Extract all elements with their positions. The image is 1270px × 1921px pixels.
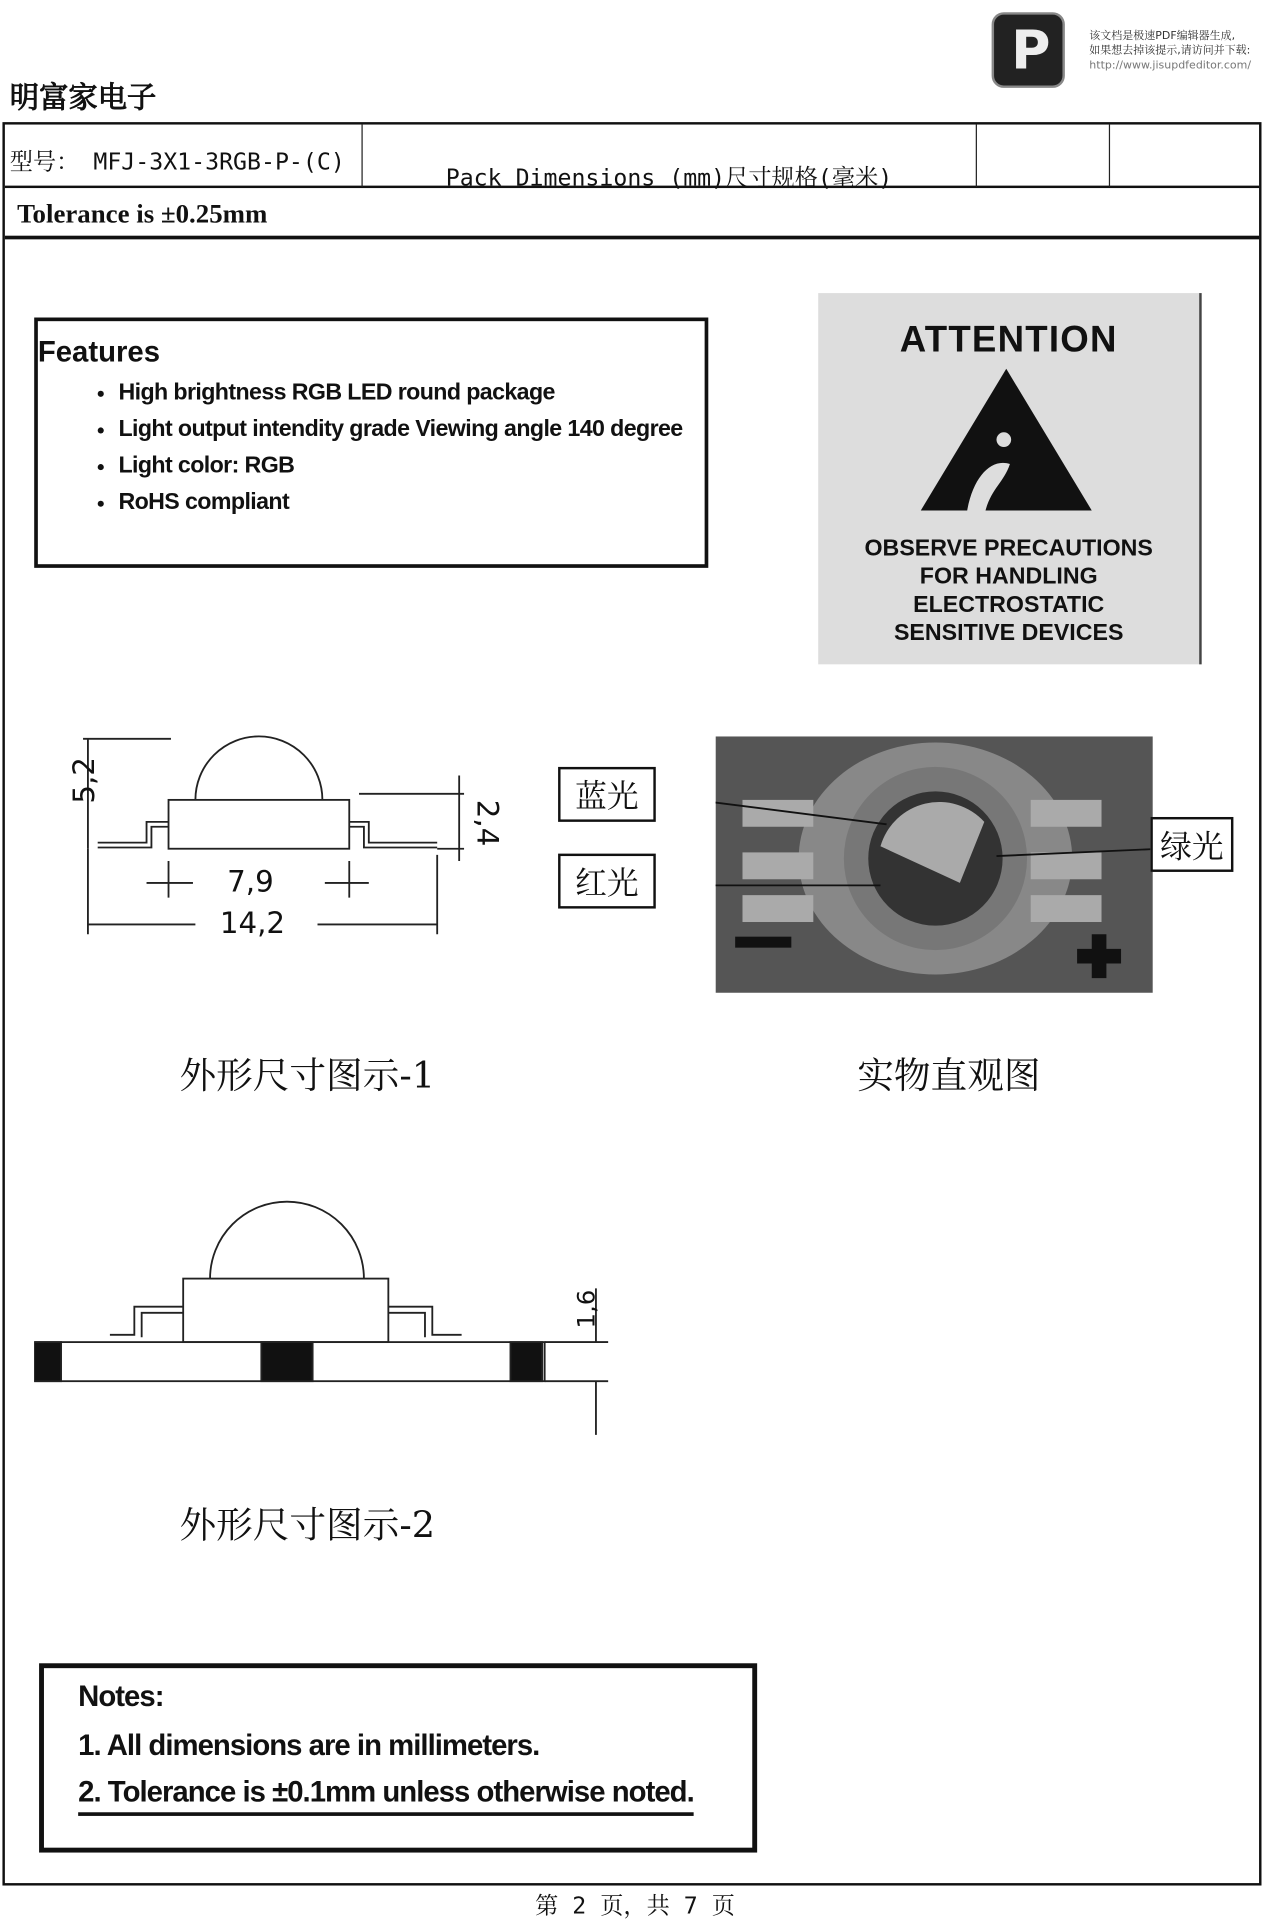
notes-box	[39, 1663, 757, 1852]
label-blue-light: 蓝光	[558, 767, 656, 822]
feature-item: • Light color: RGB	[118, 448, 682, 485]
note-item: 2. Tolerance is ±0.1mm unless otherwise noted.	[78, 1776, 694, 1816]
dim-height: 5,2	[67, 757, 102, 804]
caption-diagram-1: 外形尺寸图示-1	[179, 1055, 436, 1098]
attention-line: SENSITIVE DEVICES	[893, 620, 1124, 647]
dimension-diagram-2	[34, 1191, 620, 1447]
dim-base-height: 1,6	[571, 1289, 601, 1329]
attention-title: ATTENTION	[899, 319, 1118, 361]
model-number: 型号： MFJ-3X1-3RGB-P-(C)	[9, 148, 345, 176]
dim-body-height: 2,4	[470, 799, 505, 847]
minus-sign-icon	[735, 937, 791, 948]
tolerance-text: Tolerance is ±0.25mm	[17, 197, 268, 229]
header-title: Pack Dimensions (mm)尺寸规格(毫米)	[445, 164, 893, 192]
divider	[976, 125, 977, 187]
attention-line: FOR HANDLING	[919, 564, 1098, 590]
attention-line: OBSERVE PRECAUTIONS	[864, 536, 1153, 562]
dim-total-width: 14,2	[219, 906, 286, 941]
page-footer: 第 2 页，共 7 页	[535, 1892, 735, 1920]
attention-line: ELECTROSTATIC	[913, 592, 1105, 618]
divider	[5, 236, 1259, 240]
esd-attention-label	[818, 293, 1201, 664]
watermark-url[interactable]: http://www.jisupdfeditor.com/	[1089, 59, 1252, 73]
notes-title: Notes:	[78, 1680, 164, 1714]
feature-item: • Light output intendity grade Viewing angle 140 degree	[118, 412, 682, 449]
esd-warning-icon	[918, 366, 1095, 513]
divider	[361, 125, 362, 187]
led-photo	[716, 736, 1153, 992]
features-title: Features	[37, 335, 161, 369]
feature-item: • High brightness RGB LED round package	[118, 375, 682, 412]
label-green-light: 绿光	[1150, 817, 1233, 872]
company-name: 明富家电子	[9, 80, 157, 115]
watermark-line: 该文档是极速PDF编辑器生成,	[1089, 30, 1236, 43]
watermark-line: 如果想去掉该提示,请访问并下载:	[1089, 45, 1251, 58]
features-list	[82, 375, 683, 522]
label-red-light: 红光	[558, 854, 656, 909]
divider	[1109, 125, 1110, 187]
dim-body-width: 7,9	[227, 864, 274, 899]
attention-text	[818, 535, 1199, 647]
feature-item: • RoHS compliant	[118, 485, 682, 522]
caption-photo: 实物直观图	[857, 1055, 1041, 1098]
watermark-text	[1089, 29, 1251, 73]
caption-diagram-2: 外形尺寸图示-2	[179, 1504, 436, 1548]
pdf-editor-logo: P	[992, 12, 1065, 88]
features-box	[34, 318, 708, 568]
note-item: 1. All dimensions are in millimeters.	[78, 1729, 540, 1763]
